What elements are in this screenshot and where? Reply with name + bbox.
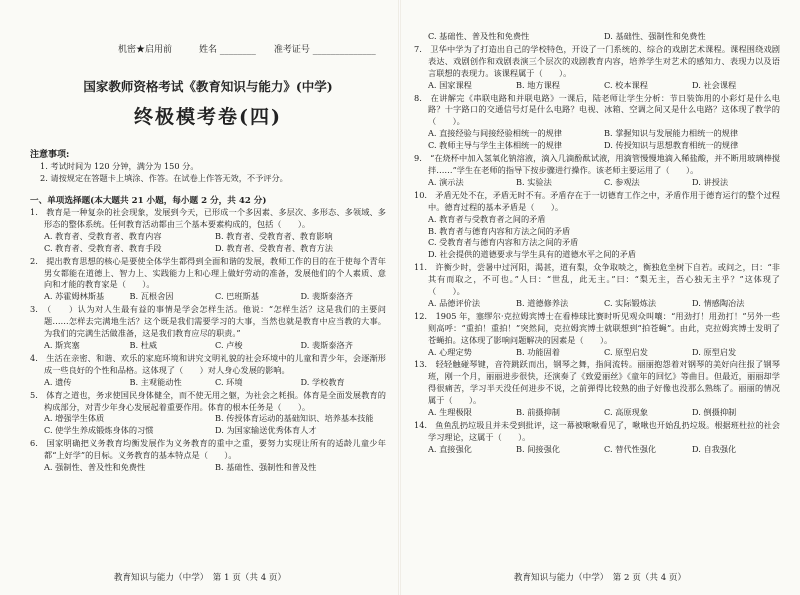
- answer-option: D. 传授知识与思想教育相统一的规律: [604, 140, 739, 151]
- section-heading: 一、单项选择题(本大题共 21 小题，每小题 2 分，共 42 分): [30, 196, 267, 206]
- answer-option: A. 斯宾塞: [44, 339, 80, 350]
- name-label: 姓名: [199, 45, 218, 55]
- answer-option: C. 卢梭: [215, 339, 243, 350]
- answer-option: D. 讲授法: [692, 176, 729, 187]
- notice-item: 2. 请按规定在答题卡上填涂、作答。在试卷上作答无效，不予评分。: [40, 173, 288, 183]
- answer-option: A. 演示法: [428, 176, 464, 187]
- answer-options: [414, 298, 780, 310]
- answer-option: B. 功能固着: [516, 346, 560, 357]
- answer-options: [414, 80, 780, 92]
- notice-item: 1. 考试时间为 120 分钟，满分为 150 分。: [40, 161, 199, 171]
- answer-option: A. 心理定势: [428, 346, 472, 357]
- question: [414, 262, 780, 310]
- question: [30, 304, 386, 352]
- answer-option: C. 受教育者与德育内容和方法之间的矛盾: [428, 237, 579, 248]
- answer-option: D. 倒摄抑制: [692, 407, 737, 418]
- answer-option: A. 直接经验与间接经验相统一的规律: [428, 128, 562, 139]
- question: [30, 390, 386, 438]
- question-stem: 3. （ ）认为对人生最有益的事情是学会怎样生活。他说：“怎样生活？这是我们的主要问题……怎样去完满地生活？这个既是我们需要学习的大事，当然也就是教育中应当教的大事。为我们的完满生活做准备，这是我们教育应尽的职责。”: [30, 304, 386, 339]
- answer-option: B. 地方课程: [516, 79, 560, 90]
- answer-option: B. 实验法: [516, 176, 552, 187]
- answer-option: C. 原型启发: [604, 346, 648, 357]
- answer-option: C. 高原现象: [604, 407, 648, 418]
- question: [30, 256, 386, 304]
- question-stem: 4. 生活在亲密、和谐、欢乐的家庭环境和讲究文明礼貌的社会环境中的儿童和青少年，会逐渐形成一些良好的个性和品格。这体现了（ ）对人身心发展的影响。: [30, 352, 386, 375]
- answer-option: D. 学校教育: [300, 376, 345, 387]
- question-stem: 11. 许衡少时，尝暑中过河阳，渴甚，道有梨，众争取啖之，衡独危坐树下自若。或问之，曰：“非其有而取之，不可也。”人曰：“世乱，此无主。”曰：“梨无主，吾心独无主乎？”这体现了（ ）。: [414, 262, 780, 297]
- question-stem: 6. 国家明确把义务教育均衡发展作为义务教育的重中之重，要努力实现让所有的适龄儿童少年都“上好学”的目标。义务教育的基本特点是（ ）。: [30, 438, 386, 461]
- answer-option: A. 生理极限: [428, 407, 472, 418]
- question-stem: 10. 矛盾无处不在，矛盾无时不有。矛盾存在于一切德育工作之中，矛盾作用于德育运行的整个过程中。德育过程的基本矛盾是（ ）。: [414, 189, 780, 212]
- answer-option: B. 掌握知识与发展能力相统一的规律: [604, 128, 739, 139]
- answer-option: C. 巴班斯基: [215, 291, 259, 302]
- answer-option: C. 使学生养成锻炼身体的习惯: [44, 425, 154, 436]
- id-label: 准考证号: [273, 45, 310, 55]
- page-2: [400, 0, 800, 595]
- question-stem: 7. 卫华中学为了打造出自己的学校特色，开设了一门系统的、综合的戏剧艺术课程。课程围绕戏剧表达、戏剧创作和戏剧表演三个层次的戏剧教育内容，培养学生对艺术的感知力、表现力以及语言联想的表现力。该课程属于（ ）。: [414, 43, 780, 78]
- answer-options: [30, 291, 386, 303]
- answer-option: B. 间接强化: [516, 443, 560, 454]
- notice-heading: 注意事项:: [30, 150, 70, 160]
- question: [30, 353, 386, 389]
- answer-options: [30, 377, 386, 389]
- candidate-info-line: 机密★启用前 姓名 ________ 准考证号 ______________: [118, 45, 376, 55]
- answer-option: B. 教育者、受教育者、教育影响: [215, 230, 333, 241]
- answer-option: D. 教育者、受教育者、教育方法: [215, 242, 333, 253]
- question: [414, 93, 780, 153]
- question: [30, 207, 386, 255]
- answer-option: C. 教师主导与学生主体相统一的规律: [428, 140, 562, 151]
- question-stem: 8. 在讲解完《串联电路和并联电路》一课后，陆老师让学生分析：节日装饰用的小彩灯是什么电路？十字路口的交通信号灯是什么电路？电视、冰箱、空调之间又是什么电路？这体现了教学的（ ）。: [414, 92, 780, 127]
- question-stem: 12. 1905 年，塞缪尔·克拉姆宾博士在看棒球比赛时听见观众叫嚷：“用劲打！用劲打！”另外一些则高呼：“重拍！重拍！”突然间，克拉姆宾博士就联想到“拍苍蝇”。由此，克拉姆宾博士发明了苍蝇拍。这体现了影响问题解决的因素是（ ）。: [414, 310, 780, 345]
- answer-option: D. 自我强化: [692, 443, 737, 454]
- answer-option: A. 国家课程: [428, 79, 472, 90]
- answer-option: A. 品德评价法: [428, 297, 481, 308]
- answer-option: A. 遗传: [44, 376, 72, 387]
- answer-options: [414, 347, 780, 359]
- answer-options: [30, 231, 386, 255]
- answer-options: [414, 128, 780, 152]
- secret-label: 机密★启用前: [118, 45, 173, 55]
- answer-option: D. 社会提供的道德要求与学生具有的道德水平之间的矛盾: [428, 249, 636, 260]
- answer-option: A. 直接强化: [428, 443, 472, 454]
- answer-options: [414, 444, 780, 456]
- question-stem: 13. 轻轻触碰琴键，音符跳跃而出，钢琴之舞，指间流转。丽丽抱怨着对钢琴的美好向往报了钢琴班，刚一个月，丽丽进步很快，还演奏了《致爱丽丝》《童年的回忆》等曲目。但最近，丽丽却学得很痛苦，学习半天没任何进步不说，之前弹得比较熟的曲子好像也没那么熟练了。丽丽的情况属于（ ）。: [414, 359, 780, 406]
- answer-option: D. 裴斯泰洛齐: [300, 291, 353, 302]
- answer-options: [414, 177, 780, 189]
- answer-option: B. 杜威: [129, 339, 158, 350]
- question: [30, 438, 386, 474]
- answer-options: [414, 214, 780, 262]
- question: [414, 153, 780, 189]
- answer-option: D. 基础性、强制性和免费性: [604, 31, 706, 41]
- answer-option: D. 为国家输送优秀体育人才: [215, 425, 317, 436]
- answer-option: C. 实际锻炼法: [604, 297, 657, 308]
- answer-option: D. 裴斯泰洛齐: [300, 339, 353, 350]
- answer-options: [30, 462, 386, 474]
- answer-options: [30, 340, 386, 352]
- answer-option: C. 教育者、受教育者、教育手段: [44, 242, 162, 253]
- answer-option: B. 前摄抑制: [516, 407, 560, 418]
- question: [414, 44, 780, 92]
- page-footer: 教育知识与能力（中学） 第 1 页（共 4 页）: [113, 573, 287, 583]
- answer-option: C. 替代性强化: [604, 443, 657, 454]
- answer-option: D. 社会课程: [692, 79, 737, 90]
- question: [414, 311, 780, 359]
- answer-option: D. 情感陶冶法: [692, 297, 745, 308]
- answer-option: C. 环境: [215, 376, 243, 387]
- answer-option: C. 校本课程: [604, 79, 648, 90]
- question: [414, 420, 780, 456]
- page-footer: 教育知识与能力（中学） 第 2 页（共 4 页）: [513, 573, 687, 583]
- question-list-left: [30, 207, 386, 474]
- question-stem: 9. “在烧杯中加入氢氧化钠溶液，滴入几滴酚酞试液，用滴管慢慢地滴入稀盐酸，并不断用玻璃棒搅拌……”学生在老师的指导下按步骤进行操作。该老师主要运用了（ ）。: [414, 153, 780, 175]
- answer-option: A. 教育者、受教育者、教育内容: [44, 230, 162, 241]
- question-stem: 5. 体育之道也，务求使国民身体健全，而不使无用之躯，为社会之耗损。体育是全面发展教育的构成部分，对青少年身心发展起着重要作用。体育的根本任务是（ ）。: [30, 389, 386, 412]
- answer-option: B. 教育者与德育内容和方法之间的矛盾: [428, 225, 571, 236]
- answer-option: A. 苏霍姆林斯基: [44, 291, 105, 302]
- answer-options: [30, 413, 386, 437]
- question-stem: 14. 鱼鱼乱扔垃圾且并未受到批评，这一幕被啾啾看见了，啾啾也开始乱扔垃圾。根据班杜拉的社会学习理论，这属于（ ）。: [414, 420, 780, 442]
- answer-option: A. 教育者与受教育者之间的矛盾: [428, 213, 546, 224]
- answer-option: D. 原型启发: [692, 346, 737, 357]
- answer-option: C. 参观法: [604, 176, 640, 187]
- question-stem: 2. 提出教育思想的核心是要使全体学生都得到全面和谐的发展，教师工作的目的在于使每个青年男女都能在道德上、智力上、实践能力上和心理上做好劳动的准备，发展他们的个人素质、意向和才能的教育家是（ ）。: [30, 255, 386, 290]
- exam-title: 国家教师资格考试《教育知识与能力》(中学): [83, 79, 333, 94]
- answer-option: B. 瓦根舍因: [129, 291, 174, 302]
- answer-option: B. 道德修养法: [516, 297, 569, 308]
- question: [414, 359, 780, 419]
- exam-subtitle: 终极模考卷(四): [134, 106, 282, 128]
- answer-options: [414, 407, 780, 419]
- answer-option: B. 主观能动性: [129, 376, 182, 387]
- answer-option: C. 基础性、普及性和免费性: [428, 31, 530, 41]
- answer-option: B. 基础性、强制性和普及性: [215, 462, 317, 473]
- answer-option: B. 传授体育运动的基础知识、培养基本技能: [215, 413, 374, 424]
- question: [414, 190, 780, 261]
- answer-option: A. 增强学生体质: [44, 413, 105, 424]
- question-stem: 1. 教育是一种复杂的社会现象，发展到今天，已形成一个多因素、多层次、多形态、多领域、多形态的整体系统。任何教育活动都由三个基本要素构成的，包括（ ）。: [30, 207, 386, 229]
- question-continuation: [414, 25, 780, 43]
- answer-option: A. 强制性、普及性和免费性: [44, 462, 146, 473]
- question-list-right: [414, 44, 780, 456]
